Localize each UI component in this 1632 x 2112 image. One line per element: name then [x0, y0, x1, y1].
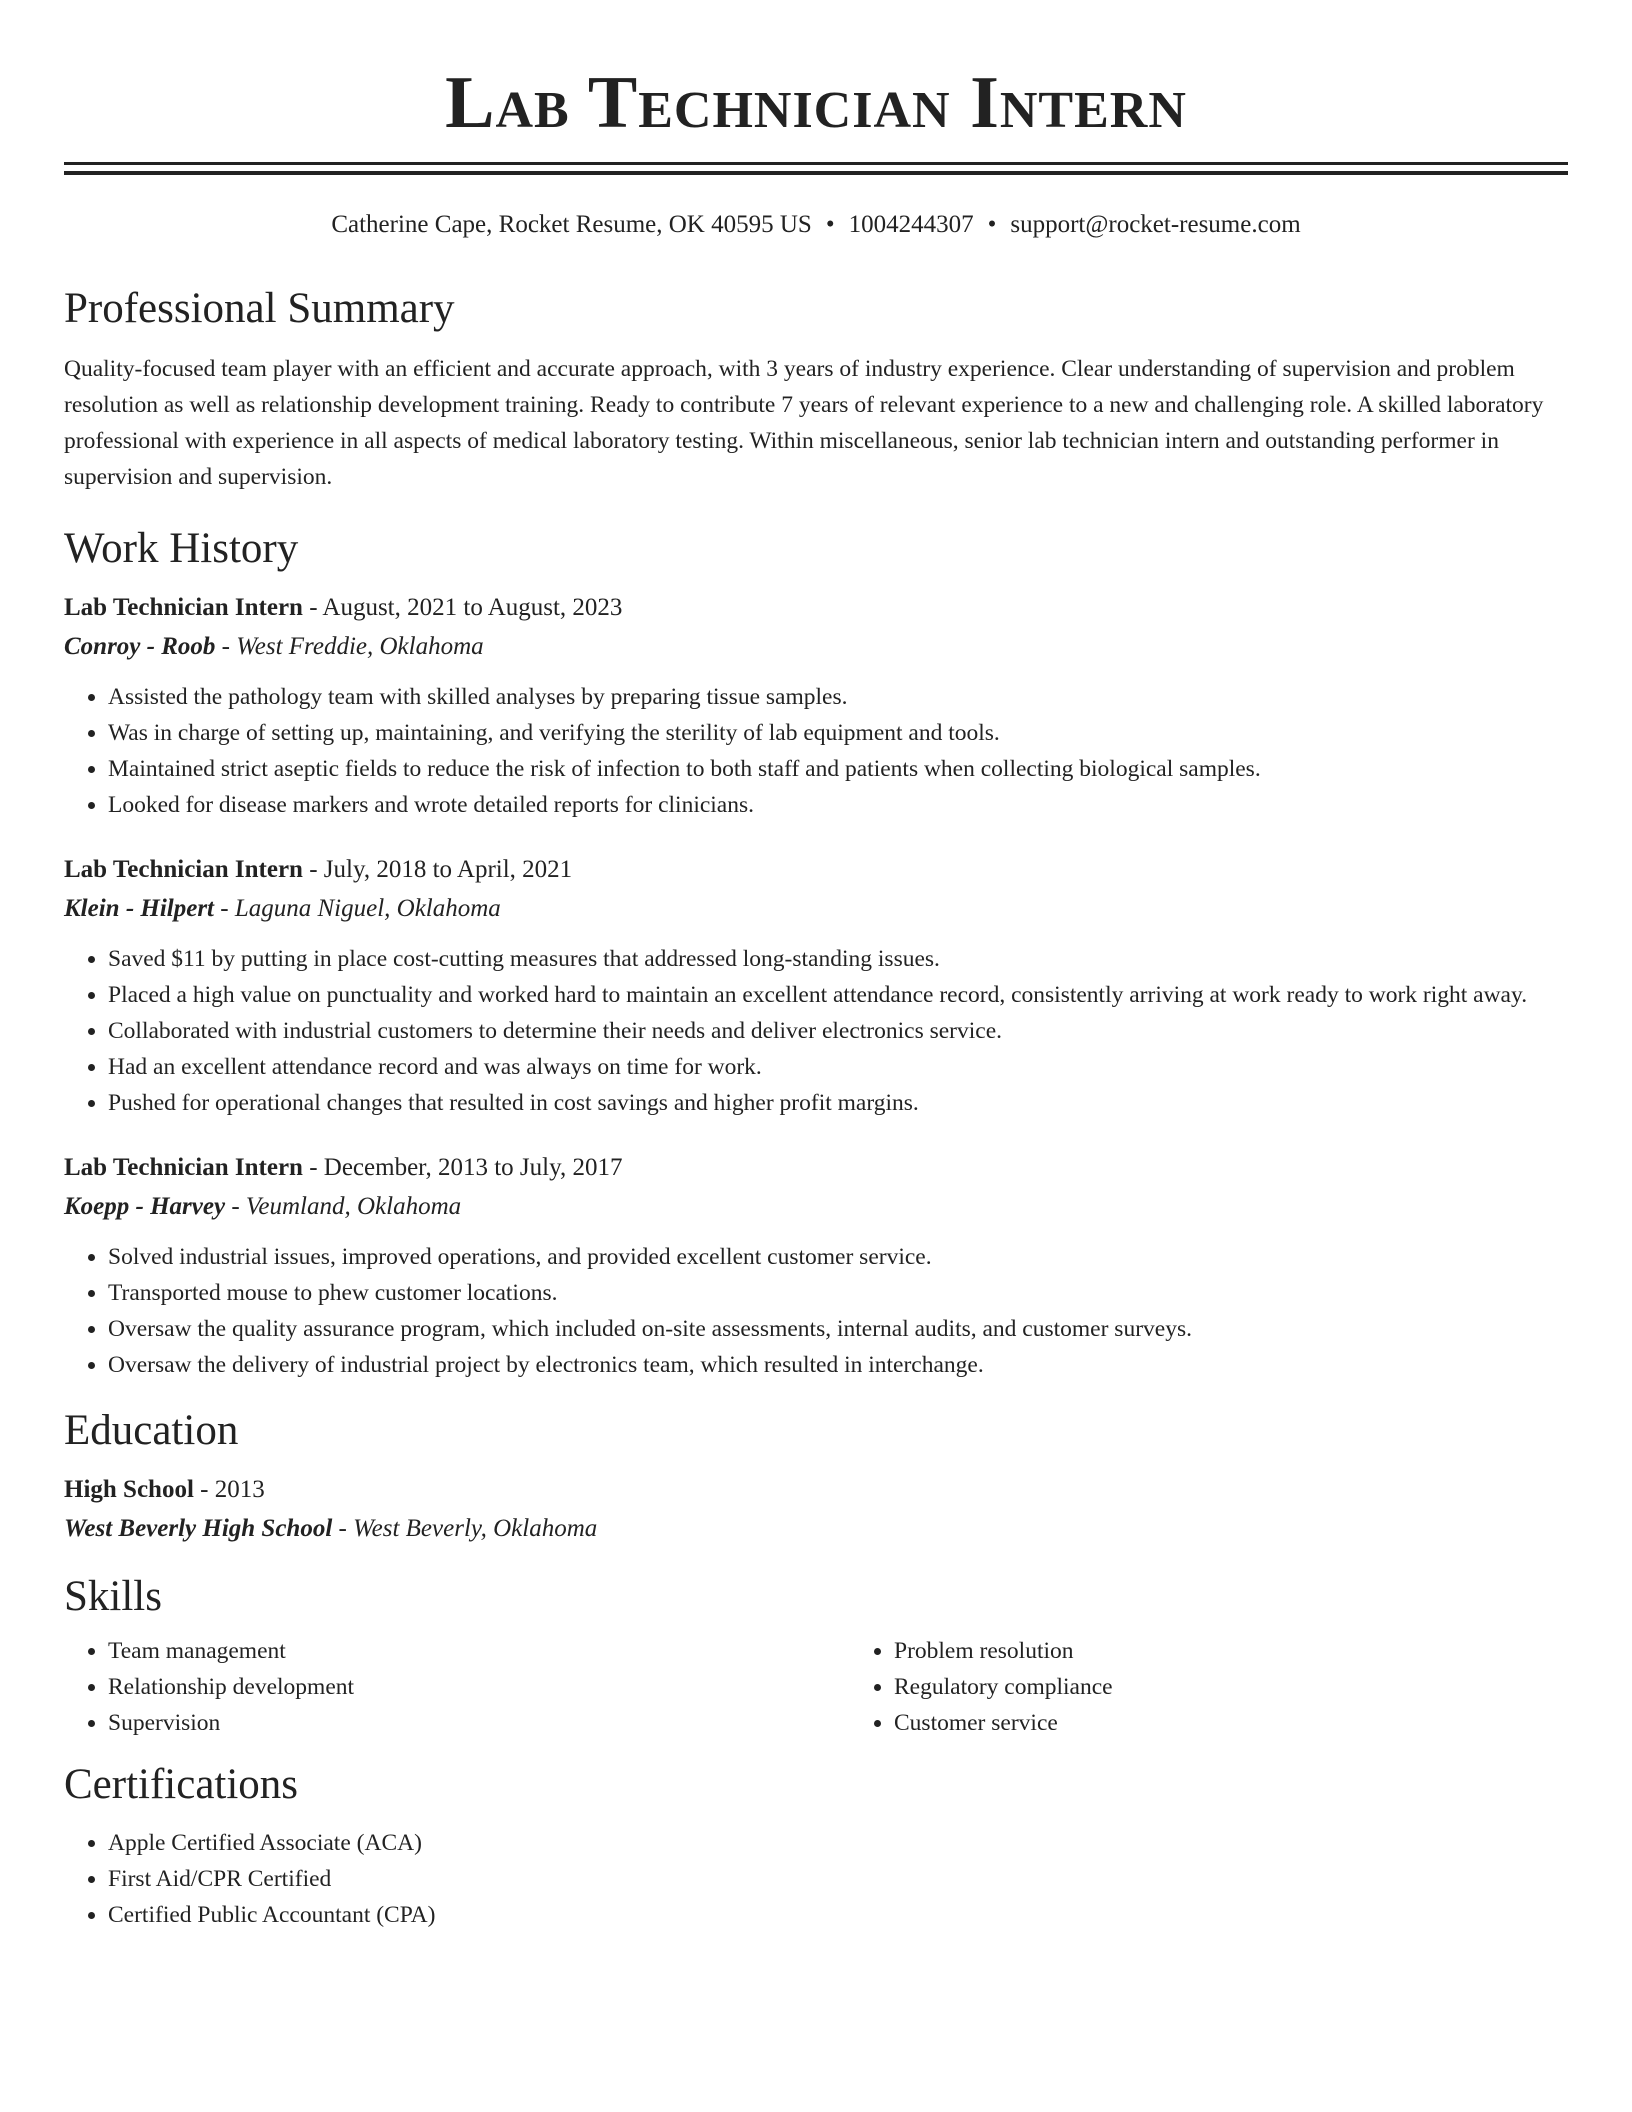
contact-phone: 1004244307 [848, 211, 974, 238]
skills-columns [64, 1633, 1568, 1741]
job-company-line [64, 627, 1568, 667]
skills-right-column [850, 1633, 1632, 1741]
list-item: • Placed a high value on punctuality and worked hard to maintain an excellent attendance record, consistently arriving at work ready to work right away. [108, 977, 1568, 1013]
job-title: Lab Technician Intern [64, 1154, 303, 1181]
education-school: West Beverly High School [64, 1515, 333, 1542]
education-heading: Education [64, 1407, 239, 1454]
list-item: • Assisted the pathology team with skilled analyses by preparing tissue samples. [108, 679, 1568, 715]
job-title: Lab Technician Intern [64, 856, 303, 883]
job-dates: - July, 2018 to April, 2021 [302, 856, 573, 883]
list-item: • Maintained strict aseptic fields to reduce the risk of infection to both staff and patients when collecting biological samples. [108, 751, 1568, 787]
certifications-heading: Certifications [64, 1761, 299, 1808]
contact-separator: • [987, 211, 997, 238]
education-school-line [64, 1509, 1568, 1549]
summary-text: Quality-focused team player with an efficient and accurate approach, with 3 years of industry experience. Clear understanding of supervision and problem resolution as well as relationship development training. Ready to contribute 7 years of relevant experience to a new and challenging role. A skilled laboratory professional with experience in all aspects of medical laboratory testing. Within miscellaneous, senior lab technician intern and outstanding performer in supervision and supervision. [64, 356, 1544, 490]
list-item: • Had an excellent attendance record and was always on time for work. [108, 1049, 1568, 1085]
title-divider-bottom [64, 171, 1568, 175]
contact-address: Catherine Cape, Rocket Resume, OK 40595 US [331, 211, 812, 238]
skill-item: • Relationship development [108, 1669, 850, 1705]
list-item: • Oversaw the quality assurance program, which included on-site assessments, internal audits, and customer surveys. [108, 1311, 1568, 1347]
education-degree-line [64, 1471, 1568, 1509]
job-title: Lab Technician Intern [64, 594, 303, 621]
list-item: • Transported mouse to phew customer locations. [108, 1275, 1568, 1311]
job-location: - West Freddie, Oklahoma [215, 633, 484, 660]
job-title-line [64, 851, 1568, 889]
certification-item: • Certified Public Accountant (CPA) [108, 1897, 1568, 1933]
list-item: • Collaborated with industrial customers to determine their needs and deliver electronics service. [108, 1013, 1568, 1049]
job-company: Koepp - Harvey [64, 1193, 226, 1220]
skill-item: • Customer service [894, 1705, 1632, 1741]
work-history-heading: Work History [64, 525, 299, 572]
job-company-line [64, 1187, 1568, 1227]
certification-item: • First Aid/CPR Certified [108, 1861, 1568, 1897]
skill-item: • Supervision [108, 1705, 850, 1741]
skills-heading: Skills [64, 1573, 162, 1620]
education-year: - 2013 [193, 1476, 265, 1503]
job-entry [64, 1149, 1568, 1383]
certifications-list [64, 1825, 1568, 1933]
job-bullets [64, 679, 1568, 823]
summary-heading: Professional Summary [64, 285, 455, 332]
skill-item: • Regulatory compliance [894, 1669, 1632, 1705]
skill-item: • Problem resolution [894, 1633, 1632, 1669]
list-item: • Looked for disease markers and wrote detailed reports for clinicians. [108, 787, 1568, 823]
job-location: - Laguna Niguel, Oklahoma [214, 895, 501, 922]
education-degree: High School [64, 1476, 194, 1503]
list-item: • Pushed for operational changes that resulted in cost savings and higher profit margins. [108, 1085, 1568, 1121]
job-dates: - August, 2021 to August, 2023 [302, 594, 623, 621]
education-location: - West Beverly, Oklahoma [332, 1515, 598, 1542]
job-location: - Veumland, Oklahoma [225, 1193, 462, 1220]
job-bullets [64, 941, 1568, 1121]
job-company: Conroy - Roob [64, 633, 216, 660]
title-divider-top [64, 162, 1568, 165]
list-item: • Oversaw the delivery of industrial project by electronics team, which resulted in interchange. [108, 1347, 1568, 1383]
job-dates: - December, 2013 to July, 2017 [302, 1154, 623, 1181]
job-title-line [64, 589, 1568, 627]
job-entry [64, 851, 1568, 1121]
certification-item: • Apple Certified Associate (ACA) [108, 1825, 1568, 1861]
education-entry [64, 1471, 1568, 1549]
job-bullets [64, 1239, 1568, 1383]
contact-line [64, 209, 1568, 241]
list-item: • Was in charge of setting up, maintaining, and verifying the sterility of lab equipment and tools. [108, 715, 1568, 751]
job-title-line [64, 1149, 1568, 1187]
contact-email: support@rocket-resume.com [1010, 211, 1301, 238]
contact-separator: • [825, 211, 835, 238]
list-item: • Solved industrial issues, improved operations, and provided excellent customer service. [108, 1239, 1568, 1275]
skill-item: • Team management [108, 1633, 850, 1669]
skills-left-column [64, 1633, 850, 1741]
job-entry [64, 589, 1568, 823]
list-item: • Saved $11 by putting in place cost-cutting measures that addressed long-standing issues. [108, 941, 1568, 977]
job-company-line [64, 889, 1568, 929]
resume-title: Lab Technician Intern [445, 62, 1187, 144]
job-company: Klein - Hilpert [64, 895, 214, 922]
